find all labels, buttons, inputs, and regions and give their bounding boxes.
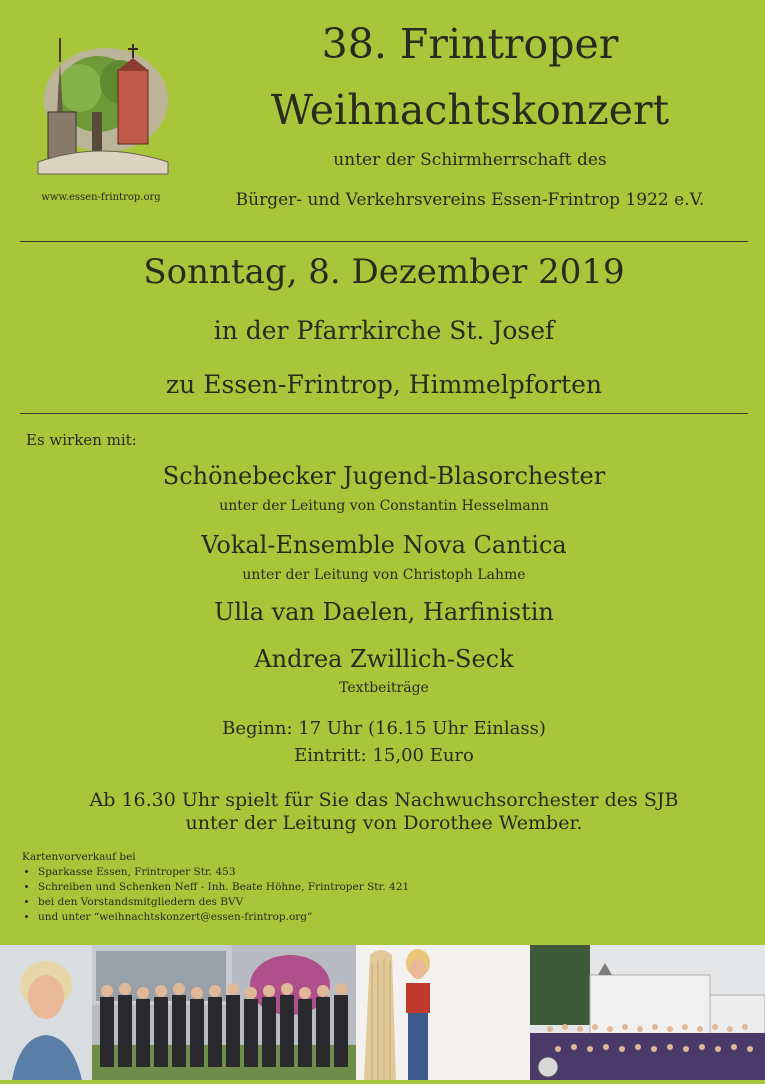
subtitle-line-2: Bürger- und Verkehrsvereins Essen-Frintrop 1922 e.V. [235, 190, 705, 210]
presale-item: • Sparkasse Essen, Frintroper Str. 453 [38, 865, 409, 880]
presale-item: • bei den Vorstandsmitgliedern des BVV [38, 895, 409, 910]
performer-detail: unter der Leitung von Christoph Lahme [242, 567, 526, 583]
photo-harpist [356, 945, 530, 1080]
performer-detail: unter der Leitung von Constantin Hesselmann [219, 498, 549, 514]
presale-item: • Schreiben und Schenken Neff - Inh. Beate Höhne, Frintroper Str. 421 [38, 880, 409, 895]
admission-price: Eintritt: 15,00 Euro [294, 745, 474, 766]
performer-name: Ulla van Daelen, Harfinistin [214, 598, 554, 626]
divider-bottom [20, 413, 748, 414]
event-location-2: zu Essen-Frintrop, Himmelpforten [165, 370, 602, 399]
logo-url: www.essen-frintrop.org [41, 192, 161, 203]
photo-orchestra [530, 945, 765, 1080]
photo-strip [0, 945, 765, 1080]
pre-concert-line-2: unter der Leitung von Dorothee Wember. [185, 812, 583, 834]
divider-top [20, 241, 748, 242]
photo-choir [92, 945, 356, 1080]
presale-item: • und unter “weihnachtskonzert@essen-frintrop.org” [38, 910, 409, 925]
presale-section [22, 850, 409, 925]
performer-name: Andrea Zwillich-Seck [254, 645, 514, 673]
event-location-1: in der Pfarrkirche St. Josef [213, 316, 555, 345]
title-line-2: Weihnachtskonzert [270, 86, 670, 134]
performer-name: Vokal-Ensemble Nova Cantica [201, 531, 567, 559]
performer-name: Schönebecker Jugend-Blasorchester [162, 462, 606, 490]
logo-church-tree [28, 22, 174, 180]
begin-time: Beginn: 17 Uhr (16.15 Uhr Einlass) [222, 718, 546, 739]
title-line-1: 38. Frintroper [321, 20, 619, 68]
photo-speaker [0, 945, 92, 1080]
pre-concert-line-1: Ab 16.30 Uhr spielt für Sie das Nachwuchsorchester des SJB [89, 789, 679, 811]
subtitle-line-1: unter der Schirmherrschaft des [333, 150, 607, 170]
presale-heading: Kartenvorverkauf bei [22, 851, 136, 863]
performer-detail: Textbeiträge [339, 680, 429, 696]
performers-label: Es wirken mit: [26, 431, 137, 449]
event-date: Sonntag, 8. Dezember 2019 [143, 252, 625, 292]
